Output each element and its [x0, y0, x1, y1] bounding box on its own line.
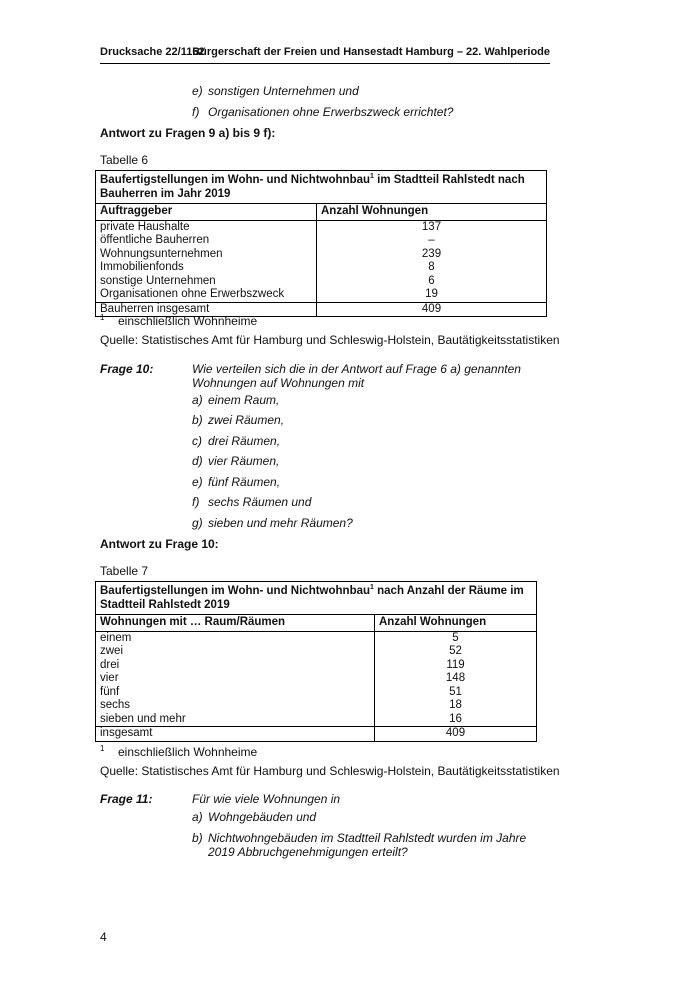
table-row: einem 5 [96, 631, 537, 645]
table-row: Organisationen ohne Erwerbszweck 19 [96, 288, 547, 302]
table-row: Wohnungsunternehmen 239 [96, 248, 547, 262]
page-header [100, 46, 550, 58]
table-row: Immobilienfonds 8 [96, 261, 547, 275]
list-item: f) Organisationen ohne Erwerbszweck errichtet? [192, 105, 454, 119]
header-rule [100, 63, 550, 64]
question-label: Frage 11: [100, 792, 153, 806]
table-caption: Baufertigstellungen im Wohn- und Nichtwohnbau$^1$ im Stadtteil Rahlstedt nach Bauherren im Jahr 2019 [96, 171, 547, 204]
table-label: Tabelle 7 [100, 564, 149, 578]
table-row: zwei 52 [96, 645, 537, 659]
document-number: Drucksache 22/1162 [100, 46, 205, 58]
parliament-title: Bürgerschaft der Freien und Hansestadt Hamburg – 22. Wahlperiode [192, 46, 550, 58]
list-item: a) einem Raum, [192, 393, 280, 407]
table-6 [95, 170, 547, 317]
column-header: Auftraggeber [96, 204, 317, 221]
table-row: sieben und mehr 16 [96, 713, 537, 727]
list-item: b) Nichtwohngebäuden im Stadtteil Rahlstedt wurden im Jahre 2019 Abbruchgenehmigungen erteilt? [192, 831, 527, 859]
answer-heading: Antwort zu Fragen 9 a) bis 9 f): [100, 126, 276, 140]
list-item: b) zwei Räumen, [192, 413, 285, 427]
table-total-row: insgesamt 409 [96, 727, 537, 742]
source-note: Quelle: Statistisches Amt für Hamburg und Schleswig-Holstein, Bautätigkeitsstatistiken [100, 764, 560, 778]
question-text: Für wie viele Wohnungen in [192, 792, 341, 806]
table-row: öffentliche Bauherren – [96, 234, 547, 248]
table-row: fünf 51 [96, 686, 537, 700]
list-item: f) sechs Räumen und [192, 495, 312, 509]
column-header: Anzahl Wohnungen [317, 204, 547, 221]
question-label: Frage 10: [100, 362, 154, 376]
list-item: c) drei Räumen, [192, 434, 281, 448]
table-total-row: Bauherren insgesamt 409 [96, 302, 547, 317]
list-item: a) Wohngebäuden und [192, 810, 317, 824]
question-text: Wie verteilen sich die in der Antwort auf Frage 6 a) genannten Wohnungen auf Wohnungen mit [192, 362, 521, 390]
list-item: d) vier Räumen, [192, 454, 280, 468]
table-caption: Baufertigstellungen im Wohn- und Nichtwohnbau$^1$ nach Anzahl der Räume im Stadtteil Rahlstedt 2019 [96, 582, 537, 615]
column-header: Wohnungen mit … Raum/Räumen [96, 615, 375, 632]
table-7 [95, 581, 537, 742]
table-row: vier 148 [96, 672, 537, 686]
footnote: 1 einschließlich Wohnheime [100, 744, 258, 759]
answer-heading: Antwort zu Frage 10: [100, 537, 219, 551]
table-row: sonstige Unternehmen 6 [96, 275, 547, 289]
source-note: Quelle: Statistisches Amt für Hamburg und Schleswig-Holstein, Bautätigkeitsstatistiken [100, 333, 560, 347]
column-header: Anzahl Wohnungen [375, 615, 537, 632]
table-row: sechs 18 [96, 699, 537, 713]
page-number: 4 [100, 930, 107, 944]
table-row: private Haushalte 137 [96, 220, 547, 234]
table-label: Tabelle 6 [100, 153, 149, 167]
list-item: g) sieben und mehr Räumen? [192, 516, 353, 530]
list-item: e) sonstigen Unternehmen und [192, 84, 359, 98]
table-row: drei 119 [96, 659, 537, 673]
footnote: 1 einschließlich Wohnheime [100, 313, 258, 328]
list-item: e) fünf Räumen, [192, 475, 281, 489]
